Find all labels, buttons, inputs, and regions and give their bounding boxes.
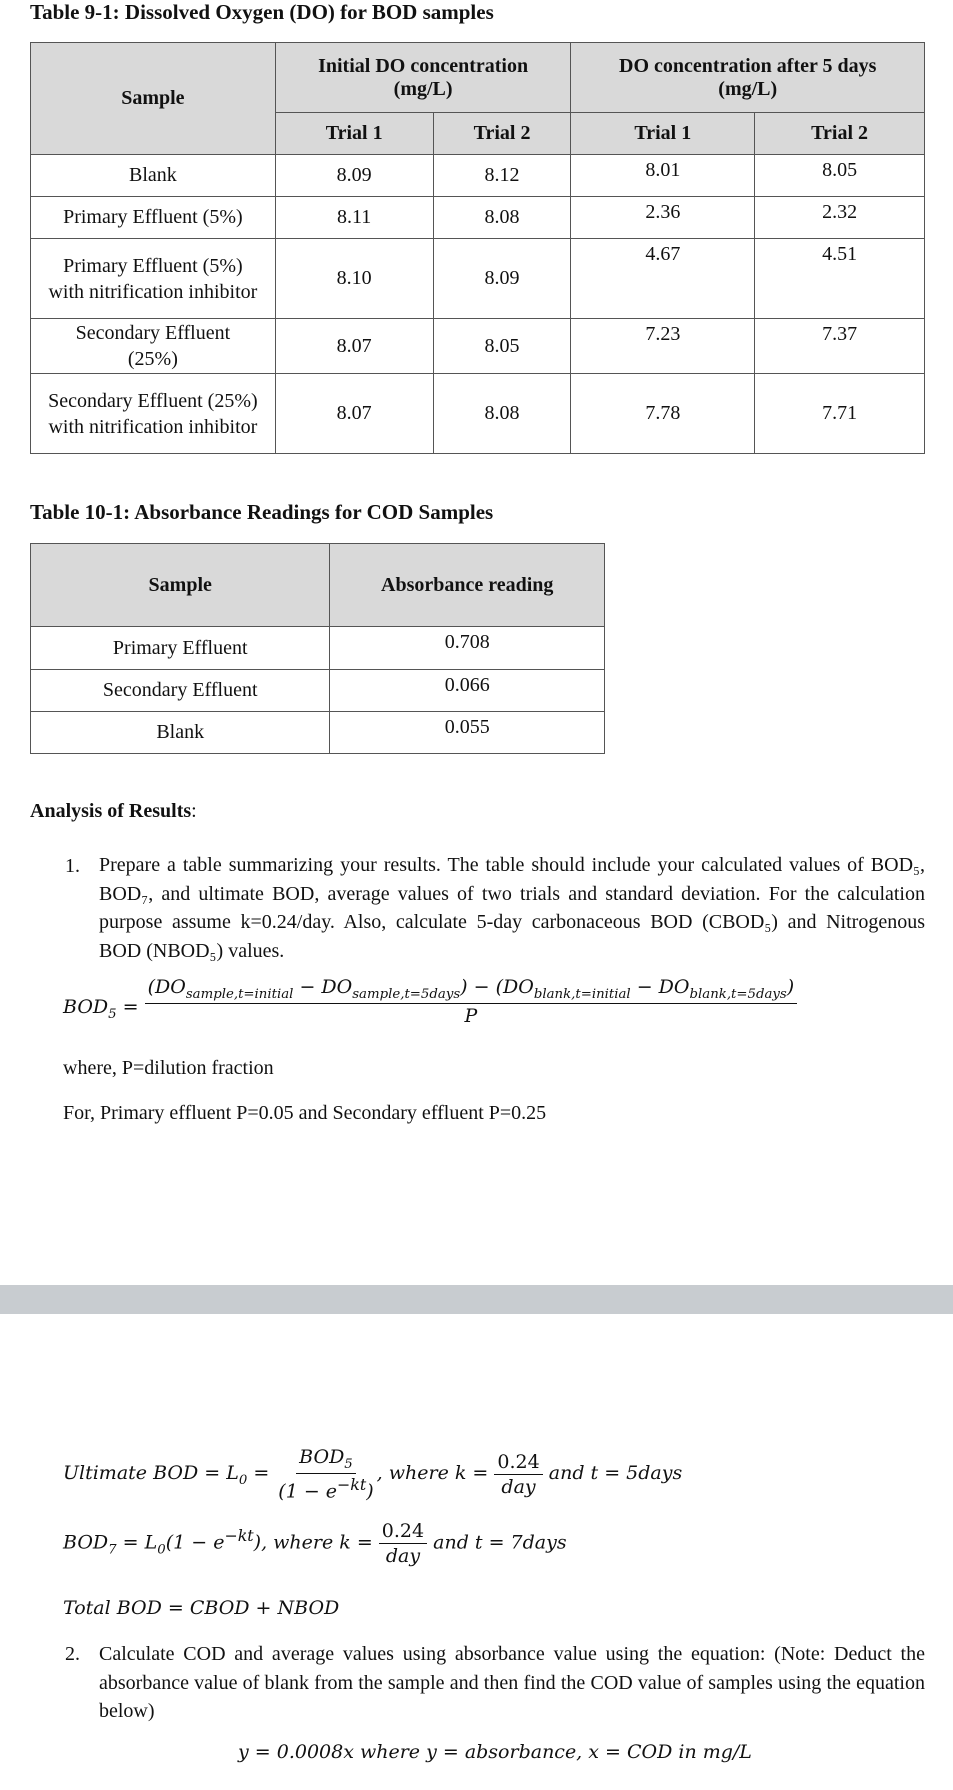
header-do-after: DO concentration after 5 days (mg/L)	[571, 43, 925, 113]
ultimate-bod-equation: Ultimate BOD = $L_0$ = $\frac{BOD_5}{(1 - e^{-kt})}$ , where k = $\frac{0.24}{\text{day}}$ and t = 5days	[63, 1446, 683, 1503]
item1-number: 1.	[65, 855, 80, 877]
table-row	[31, 670, 605, 712]
row-initial-trial2: 8.08	[433, 374, 571, 454]
row-initial-trial2: 8.05	[433, 319, 571, 374]
row-sample: Primary Effluent	[31, 627, 330, 670]
row-after-trial1: 7.78	[571, 374, 755, 454]
row-after-trial2: 7.71	[755, 374, 925, 454]
row-sample: Blank	[31, 155, 276, 197]
row-sample: Primary Effluent (5%)	[31, 197, 276, 239]
header-initial-trial1: Trial 1	[275, 113, 433, 155]
row-initial-trial1: 8.10	[275, 239, 433, 319]
table-row	[31, 319, 925, 374]
table1-title: Table 9-1: Dissolved Oxygen (DO) for BOD samples	[30, 0, 494, 24]
row-after-trial1: 8.01	[571, 155, 755, 197]
item1-text: Prepare a table summarizing your results. The table should include your calculated values of BOD₅, BOD₇, and ultimate BOD, average values of two trials and standard deviation. For the calculation purpose assume k=0.24/day. Also, calculate 5-day carbonaceous BOD (CBOD₅) and Nitrogenous BOD (NBOD₅) values.	[99, 854, 925, 962]
table-row	[31, 627, 605, 670]
header-initial-do: Initial DO concentration (mg/L)	[275, 43, 571, 113]
header-after-trial1: Trial 1	[571, 113, 755, 155]
table2-title: Table 10-1: Absorbance Readings for COD Samples	[30, 500, 494, 524]
row-after-trial2: 7.37	[755, 319, 925, 374]
row-initial-trial1: 8.09	[275, 155, 433, 197]
table-row	[31, 712, 605, 754]
row-after-trial2: 8.05	[755, 155, 925, 197]
table-row	[31, 155, 925, 197]
where-text: where, P=dilution fraction	[63, 1057, 274, 1079]
header-initial-trial2: Trial 2	[433, 113, 571, 155]
bod7-equation: $BOD_7 = L_0(1 - e^{-kt})$, where k = $\frac{0.24}{\text{day}}$ and t = 7days	[63, 1520, 567, 1567]
header-absorbance: Absorbance reading	[330, 544, 605, 627]
do-table	[30, 42, 925, 454]
cod-equation: y = 0.0008x where y = absorbance, x = COD in mg/L	[238, 1741, 752, 1763]
row-after-trial1: 4.67	[571, 239, 755, 319]
row-sample: Secondary Effluent (25%) with nitrification inhibitor	[31, 374, 276, 454]
row-absorbance: 0.708	[330, 627, 605, 670]
row-after-trial1: 2.36	[571, 197, 755, 239]
row-after-trial2: 2.32	[755, 197, 925, 239]
row-absorbance: 0.066	[330, 670, 605, 712]
row-initial-trial2: 8.12	[433, 155, 571, 197]
row-sample: Blank	[31, 712, 330, 754]
total-bod-equation: Total BOD = CBOD + NBOD	[63, 1597, 340, 1619]
item2-number: 2.	[65, 1643, 80, 1665]
header-after-trial2: Trial 2	[755, 113, 925, 155]
row-absorbance: 0.055	[330, 712, 605, 754]
row-initial-trial1: 8.11	[275, 197, 433, 239]
row-initial-trial1: 8.07	[275, 374, 433, 454]
header-sample: Sample	[31, 43, 276, 155]
row-after-trial1: 7.23	[571, 319, 755, 374]
item2-text: Calculate COD and average values using absorbance value using the equation: (Note: Deduct the absorbance value of blank from the sample and then find the COD value of samples using the equation below)	[99, 1643, 925, 1722]
row-sample: Secondary Effluent (25%)	[31, 319, 276, 374]
row-initial-trial1: 8.07	[275, 319, 433, 374]
row-sample: Primary Effluent (5%) with nitrification inhibitor	[31, 239, 276, 319]
table-row	[31, 197, 925, 239]
bod5-equation: $BOD_5$ = $(DO_{sample,t=initial} - DO_{sample,t=5days}) - (DO_{blank,t=initial} - DO_{blank,t=5days})$ P	[63, 980, 797, 1031]
analysis-heading: Analysis of Results:	[30, 800, 197, 822]
header-sample: Sample	[31, 544, 330, 627]
table-row	[31, 239, 925, 319]
page-divider	[0, 1285, 953, 1314]
dilution-text: For, Primary effluent P=0.05 and Secondary effluent P=0.25	[63, 1102, 547, 1124]
row-initial-trial2: 8.08	[433, 197, 571, 239]
table-row	[31, 374, 925, 454]
cod-table	[30, 543, 605, 754]
row-after-trial2: 4.51	[755, 239, 925, 319]
row-sample: Secondary Effluent	[31, 670, 330, 712]
row-initial-trial2: 8.09	[433, 239, 571, 319]
